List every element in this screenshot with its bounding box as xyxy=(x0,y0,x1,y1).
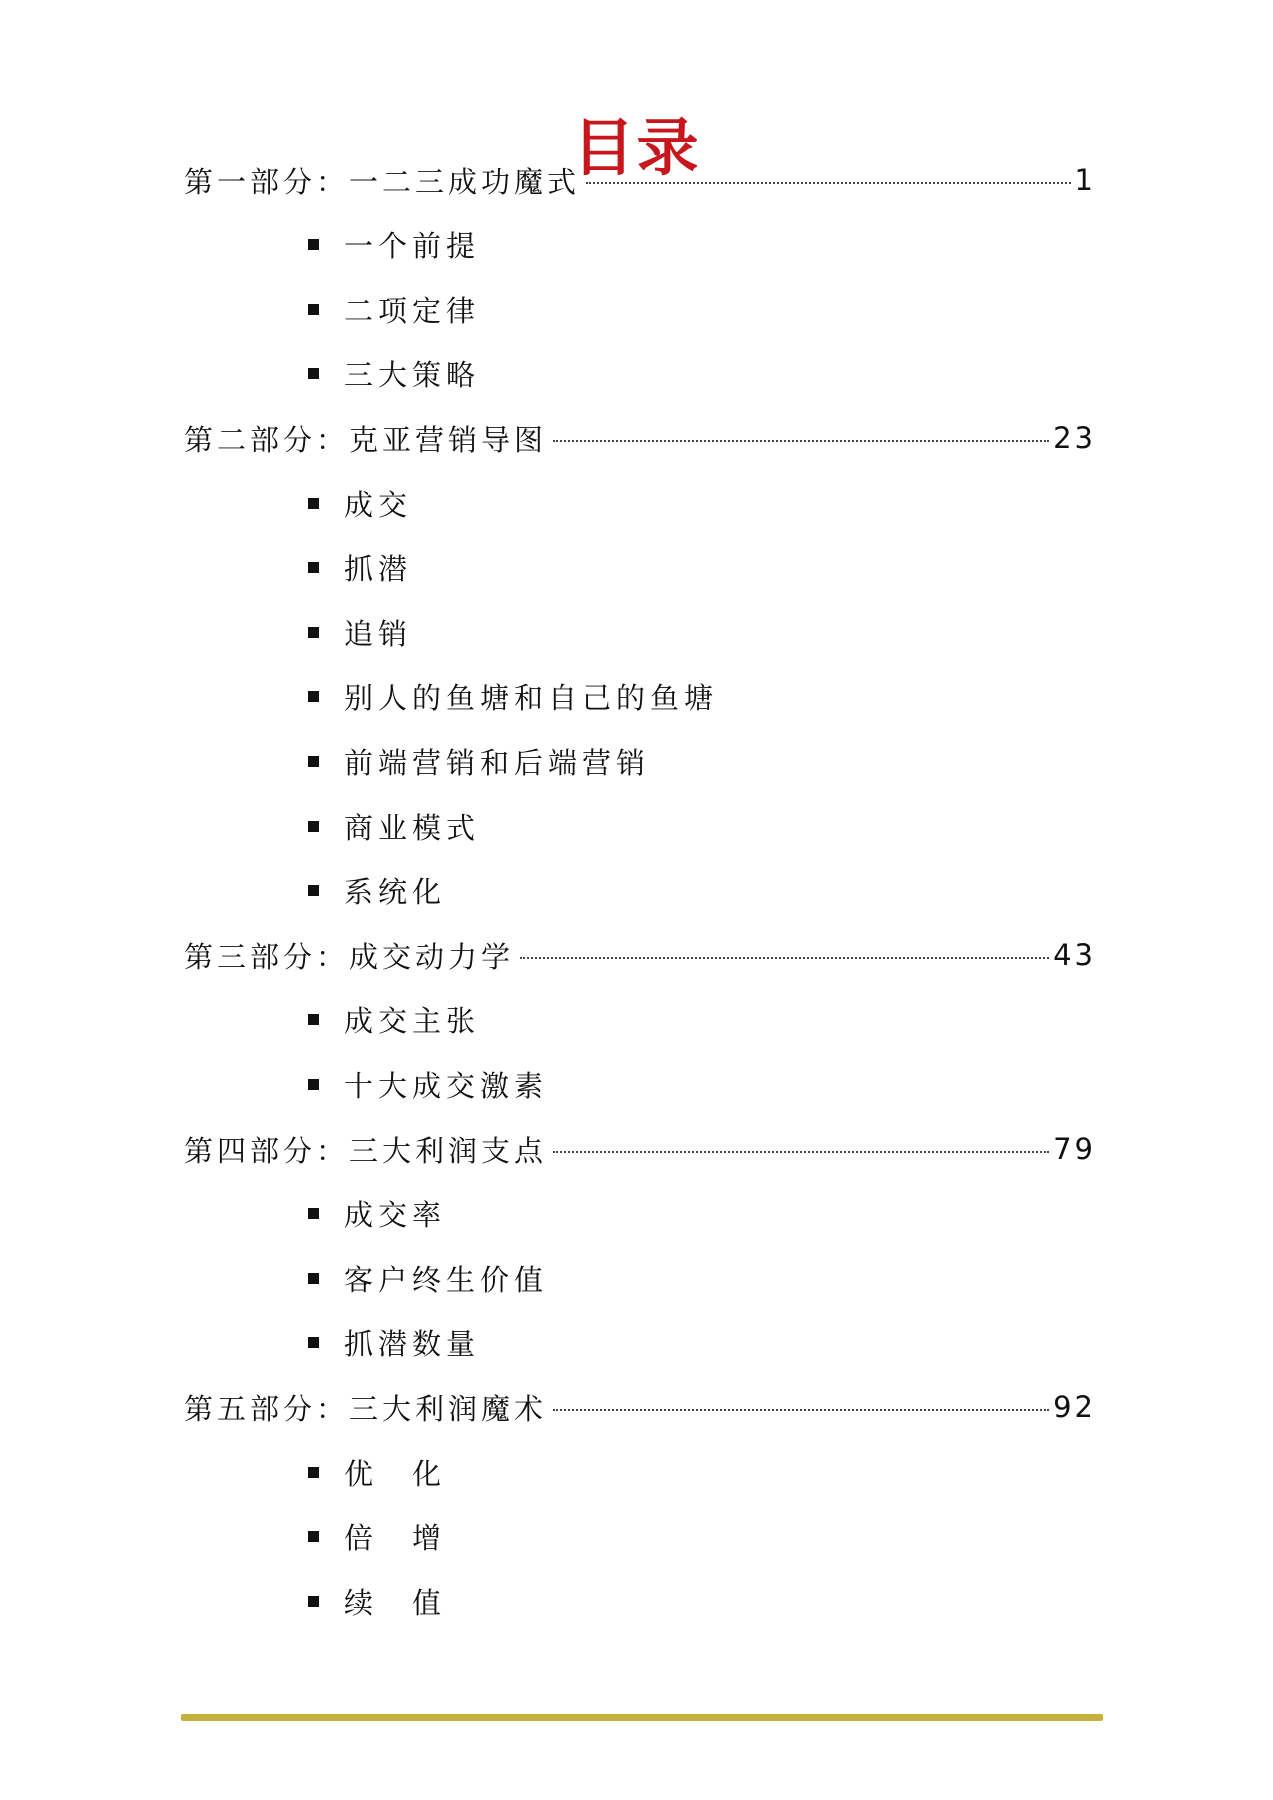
toc-item-row xyxy=(308,804,480,848)
square-bullet-icon xyxy=(308,498,319,509)
toc-item-label: 成交 xyxy=(344,487,413,522)
toc-item-row xyxy=(308,1515,446,1559)
toc-item-label: 成交主张 xyxy=(344,1004,481,1039)
square-bullet-icon xyxy=(308,1337,319,1348)
toc-item-label: 别人的鱼塘和自己的鱼塘 xyxy=(344,681,719,716)
part-title: 三大利润支点 xyxy=(349,1133,548,1168)
square-bullet-icon xyxy=(308,239,319,250)
toc-item-row xyxy=(308,1579,446,1623)
part-title: 成交动力学 xyxy=(349,939,515,974)
toc-item-label: 成交率 xyxy=(344,1198,447,1233)
toc-item-row xyxy=(308,1450,446,1494)
toc-part-row xyxy=(184,1385,1096,1429)
toc-item-label: 二项定律 xyxy=(344,293,481,328)
toc-item-row xyxy=(308,1062,548,1106)
square-bullet-icon xyxy=(308,885,319,896)
toc-item-label: 前端营销和后端营销 xyxy=(344,745,651,780)
dot-leader xyxy=(520,957,1049,959)
part-title: 一二三成功魔式 xyxy=(349,164,581,199)
toc-item-label: 商业模式 xyxy=(344,810,481,845)
toc-item-label: 抓潜 xyxy=(344,552,413,587)
toc-item-label: 十大成交激素 xyxy=(344,1068,549,1103)
toc-item-label: 倍 增 xyxy=(344,1521,447,1556)
part-prefix: 第五部分： xyxy=(184,1391,350,1426)
square-bullet-icon xyxy=(308,368,319,379)
square-bullet-icon xyxy=(308,1596,319,1607)
toc-item-row xyxy=(308,869,446,913)
square-bullet-icon xyxy=(308,1014,319,1025)
toc-item-row xyxy=(308,739,650,783)
toc-item-row xyxy=(308,481,412,525)
square-bullet-icon xyxy=(308,821,319,832)
square-bullet-icon xyxy=(308,1273,319,1284)
page-title: 目录 xyxy=(572,111,701,184)
square-bullet-icon xyxy=(308,304,319,315)
square-bullet-icon xyxy=(308,756,319,767)
toc-item-label: 追销 xyxy=(344,616,413,651)
toc-item-label: 续 值 xyxy=(344,1585,447,1620)
toc-item-row xyxy=(308,287,480,331)
dot-leader xyxy=(553,1151,1049,1153)
toc-item-row xyxy=(308,998,480,1042)
toc-item-label: 抓潜数量 xyxy=(344,1327,481,1362)
toc-item-row xyxy=(308,223,480,267)
bottom-rule xyxy=(181,1714,1103,1721)
toc-item-label: 客户终生价值 xyxy=(344,1262,549,1297)
part-prefix: 第二部分： xyxy=(184,422,350,457)
dot-leader xyxy=(553,440,1049,442)
toc-item-label: 优 化 xyxy=(344,1456,447,1491)
dot-leader xyxy=(586,182,1071,184)
square-bullet-icon xyxy=(308,1079,319,1090)
toc-item-row xyxy=(308,675,718,719)
toc-part-row xyxy=(184,1127,1096,1171)
square-bullet-icon xyxy=(308,627,319,638)
page-number: 1 xyxy=(1074,163,1096,197)
toc-item-row xyxy=(308,546,412,590)
toc-item-label: 系统化 xyxy=(344,875,447,910)
toc-item-label: 一个前提 xyxy=(344,229,481,264)
dot-leader xyxy=(553,1409,1049,1411)
toc-item-row xyxy=(308,1321,480,1365)
part-title: 克亚营销导图 xyxy=(349,422,548,457)
toc-part-row xyxy=(184,933,1096,977)
square-bullet-icon xyxy=(308,1467,319,1478)
part-prefix: 第三部分： xyxy=(184,939,350,974)
part-prefix: 第四部分： xyxy=(184,1133,350,1168)
toc-item-row xyxy=(308,610,412,654)
toc-item-label: 三大策略 xyxy=(344,358,481,393)
toc-item-row xyxy=(308,1256,548,1300)
page-number: 23 xyxy=(1053,421,1096,456)
square-bullet-icon xyxy=(308,691,319,702)
square-bullet-icon xyxy=(308,562,319,573)
toc-item-row xyxy=(308,352,480,396)
toc-part-row xyxy=(184,158,1096,202)
page-number: 79 xyxy=(1053,1132,1096,1166)
toc-item-row xyxy=(308,1192,446,1236)
toc-part-row xyxy=(184,416,1096,460)
part-title: 三大利润魔术 xyxy=(349,1391,548,1426)
part-prefix: 第一部分： xyxy=(184,164,350,199)
square-bullet-icon xyxy=(308,1531,319,1542)
page-number: 43 xyxy=(1053,938,1096,973)
page-number: 92 xyxy=(1053,1390,1096,1425)
square-bullet-icon xyxy=(308,1208,319,1219)
